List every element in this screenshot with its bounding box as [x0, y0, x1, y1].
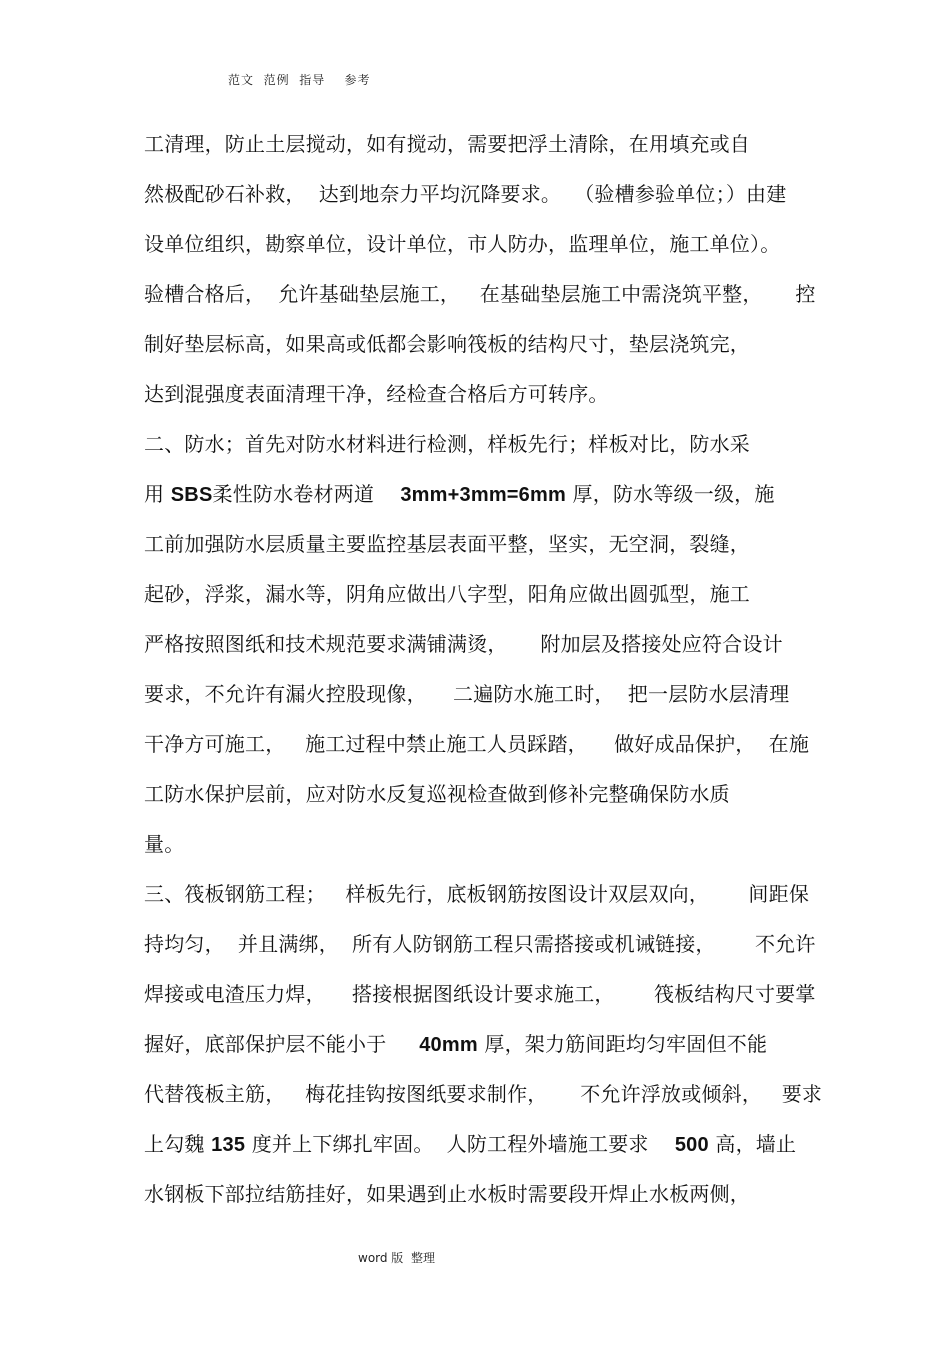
- text-segment: 验槽合格后， 允许基础垫层施工， 在基础垫层施工中需浇筑平整， 控: [144, 282, 816, 306]
- text-segment: 起砂，浮浆，漏水等，阴角应做出八字型，阳角应做出圆弧型，施工: [144, 582, 750, 606]
- text-line: [144, 969, 824, 1019]
- text-segment: 握好，底部保护层不能小于: [144, 1032, 420, 1056]
- text-segment: 用: [144, 482, 171, 506]
- text-line: [144, 169, 824, 219]
- page-footer: word 版 整理: [358, 1251, 435, 1265]
- text-line: [144, 1119, 824, 1169]
- text-segment: 焊接或电渣压力焊， 搭接根据图纸设计要求施工， 筏板结构尺寸要掌: [144, 982, 816, 1006]
- text-line: [144, 719, 824, 769]
- page-header: 范文 范例 指导 参考: [228, 73, 371, 87]
- text-line: [144, 219, 824, 269]
- text-segment: 水钢板下部拉结筋挂好，如果遇到止水板时需要段开焊止水板两侧，: [144, 1182, 750, 1206]
- text-segment: SBS: [170, 484, 213, 506]
- text-segment: 然极配砂石补救， 达到地奈力平均沉降要求。 （验槽参验单位；）由建: [144, 182, 787, 206]
- text-line: [144, 869, 824, 919]
- text-segment: 厚，架力筋间距均匀牢固但不能: [477, 1032, 768, 1056]
- text-line: [144, 1069, 824, 1119]
- text-line: [144, 319, 824, 369]
- text-line: [144, 269, 824, 319]
- text-segment: 3mm+3mm=6mm: [400, 484, 566, 506]
- text-segment: 工前加强防水层质量主要监控基层表面平整，坚实，无空洞，裂缝，: [144, 532, 750, 556]
- text-segment: 要求，不允许有漏火控股现像， 二遍防水施工时， 把一层防水层清理: [144, 682, 790, 706]
- text-line: [144, 119, 824, 169]
- text-segment: 制好垫层标高，如果高或低都会影响筏板的结构尺寸，垫层浇筑完，: [144, 332, 750, 356]
- text-line: [144, 819, 824, 869]
- text-segment: 三、筏板钢筋工程； 样板先行，底板钢筋按图设计双层双向， 间距保: [144, 882, 810, 906]
- text-line: [144, 419, 824, 469]
- text-segment: 上勾魏: [144, 1132, 212, 1156]
- text-segment: 量。: [144, 832, 185, 856]
- text-segment: 代替筏板主筋， 梅花挂钩按图纸要求制作， 不允许浮放或倾斜， 要求: [144, 1082, 823, 1106]
- text-segment: 干净方可施工， 施工过程中禁止施工人员踩踏， 做好成品保护， 在施: [144, 732, 810, 756]
- text-segment: 二、防水；首先对防水材料进行检测，样板先行；样板对比，防水采: [144, 432, 750, 456]
- text-line: [144, 619, 824, 669]
- text-line: [144, 669, 824, 719]
- text-segment: 工防水保护层前，应对防水反复巡视检查做到修补完整确保防水质: [144, 782, 730, 806]
- text-segment: 设单位组织，勘察单位，设计单位，市人防办，监理单位，施工单位）。: [144, 232, 781, 256]
- text-line: [144, 469, 824, 519]
- text-segment: 工清理，防止土层搅动，如有搅动，需要把浮土清除，在用填充或自: [144, 132, 750, 156]
- text-segment: 40mm: [419, 1034, 478, 1056]
- text-segment: 达到混强度表面清理干净，经检查合格后方可转序。: [144, 382, 609, 406]
- text-segment: 严格按照图纸和技术规范要求满铺满烫， 附加层及搭接处应符合设计: [144, 632, 783, 656]
- text-segment: 135: [211, 1134, 246, 1156]
- text-segment: 厚，防水等级一级，施: [565, 482, 775, 506]
- text-line: [144, 769, 824, 819]
- document-body: [144, 119, 824, 1219]
- text-line: [144, 369, 824, 419]
- text-line: [144, 1169, 824, 1219]
- text-segment: 持均匀， 并且满绑， 所有人防钢筋工程只需搭接或机诫链接， 不允许: [144, 932, 816, 956]
- text-line: [144, 919, 824, 969]
- text-line: [144, 1019, 824, 1069]
- text-segment: 500: [674, 1134, 709, 1156]
- text-line: [144, 569, 824, 619]
- text-segment: 度并上下绑扎牢固。 人防工程外墙施工要求: [245, 1132, 675, 1156]
- text-segment: 高，墙止: [708, 1132, 797, 1156]
- text-line: [144, 519, 824, 569]
- text-segment: 柔性防水卷材两道: [212, 482, 401, 506]
